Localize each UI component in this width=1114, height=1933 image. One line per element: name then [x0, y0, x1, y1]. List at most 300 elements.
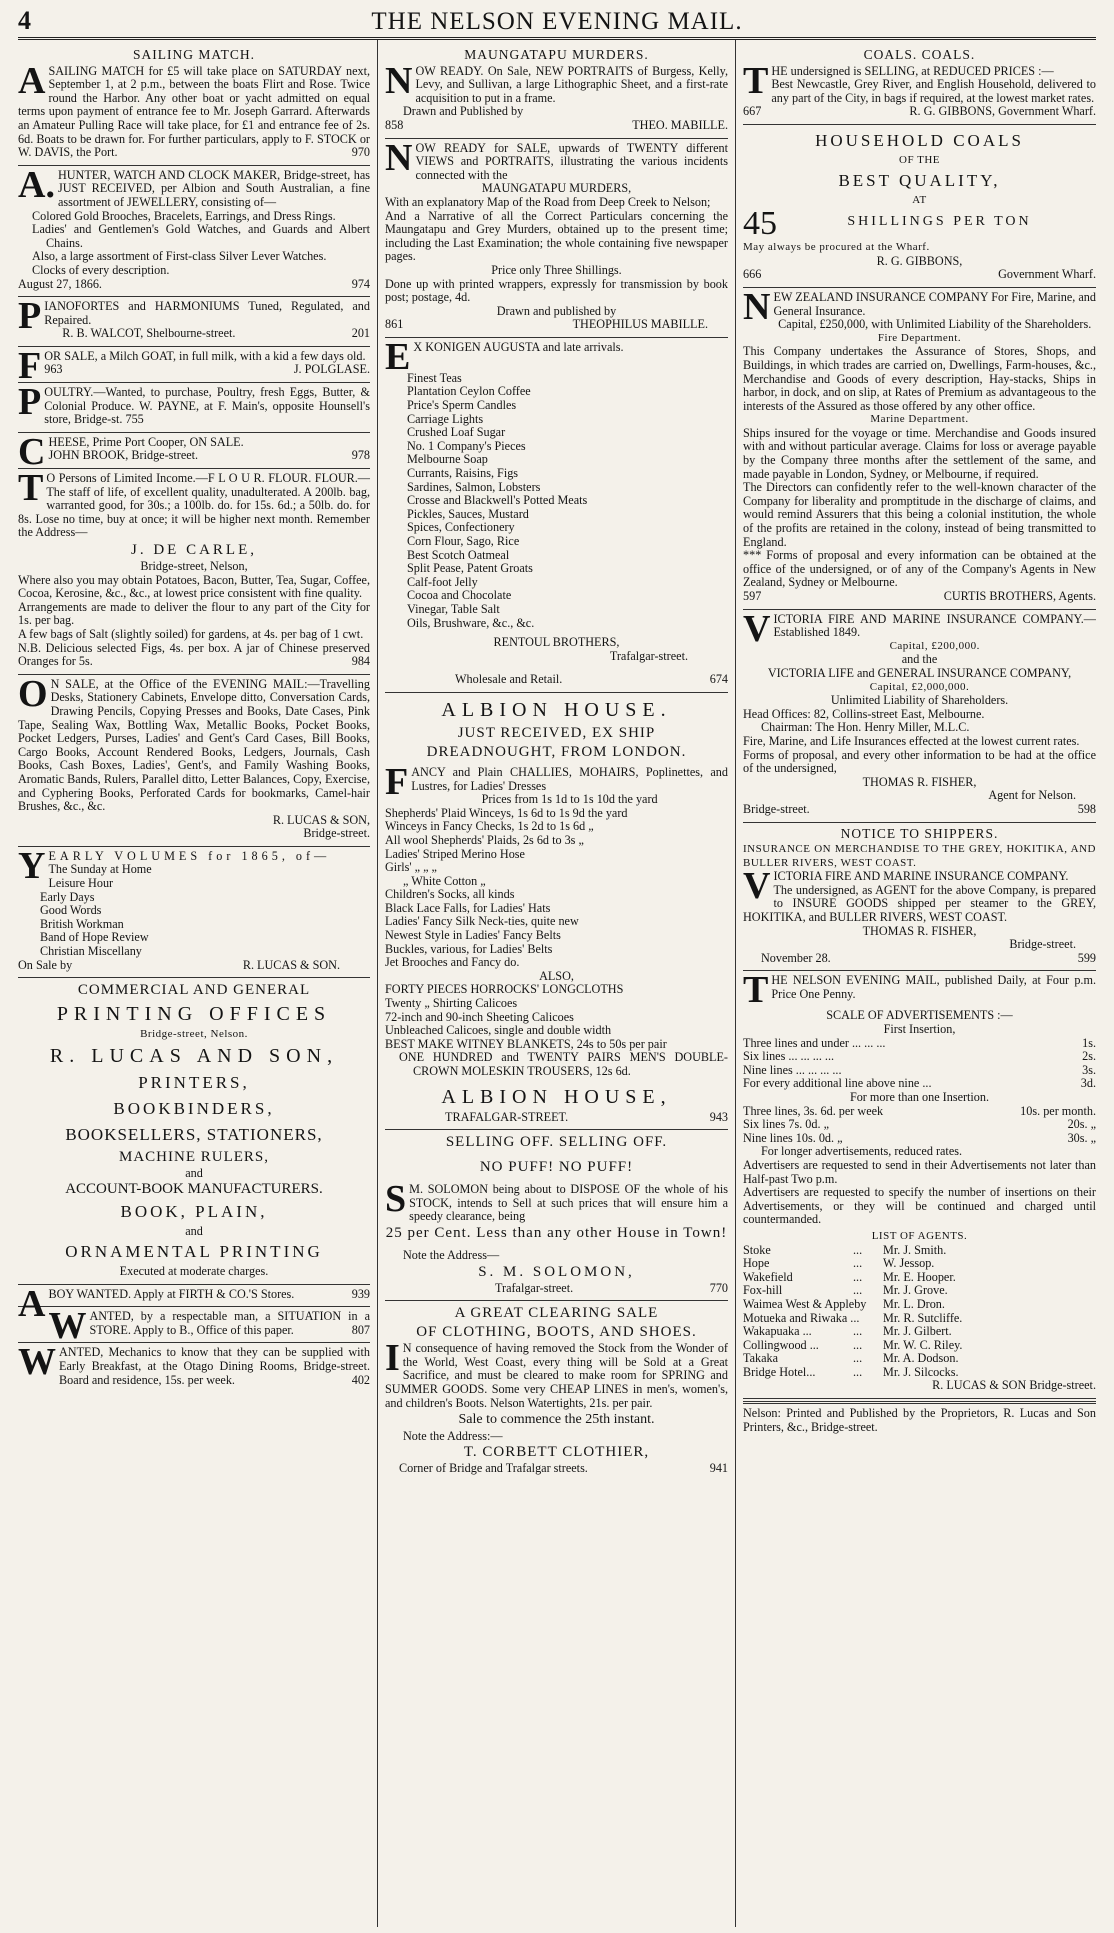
ad-address: Trafalgar-street.	[609, 648, 688, 663]
ad-title: OF CLOTHING, BOOTS, AND SHOES.	[416, 1324, 697, 1341]
list-item: Calf-foot Jelly	[407, 574, 478, 589]
ad-number: 598	[1077, 801, 1096, 816]
ad-mechanics-wanted	[18, 1343, 370, 1392]
agent-name: Mr. J. Gilbert.	[883, 1324, 952, 1339]
ad-poultry	[18, 383, 370, 433]
ad-footer-title: ALBION HOUSE,	[441, 1085, 672, 1108]
drop-cap: N	[385, 59, 413, 102]
ad-number: 970	[351, 145, 370, 160]
rate-label: Nine lines 10s. 0d. „	[743, 1130, 843, 1145]
ad-number: 858	[385, 117, 404, 132]
drop-cap: F	[18, 344, 42, 387]
ad-body: OW READY. On Sale, NEW PORTRAITS of Burgess, Kelly, Levy, and Sullivan, a large Lithographic Sheet, and a first-rate acquisition to put in a frame.	[415, 63, 728, 105]
ad-signature: R. G. GIBBONS, Government Wharf.	[909, 104, 1096, 119]
list-item: Finest Teas	[407, 370, 462, 385]
list-item: Band of Hope Review	[40, 930, 149, 945]
list-item: Crosse and Blackwell's Potted Meats	[407, 493, 588, 508]
list-item: Winceys in Fancy Checks, 1s 2d to 1s 6d „	[385, 819, 594, 834]
ad-household-coals	[743, 125, 1096, 288]
agent-place: Wakapuaka ...	[743, 1324, 812, 1339]
ad-address: TRAFALGAR-STREET.	[445, 1109, 569, 1124]
ad-paragraph: Advertisers are requested to specify the number of insertions on their Advertisements, or they will be continued and charged until countermanded.	[743, 1185, 1096, 1227]
list-item: Split Pease, Patent Groats	[407, 561, 533, 576]
drop-cap: I	[385, 1337, 400, 1380]
merchant-name: T. CORBETT CLOTHIER,	[463, 1444, 650, 1461]
ad-title: A GREAT CLEARING SALE	[454, 1305, 659, 1322]
drop-cap: P	[18, 295, 42, 338]
list-item	[743, 1352, 1096, 1366]
ad-signature: CURTIS BROTHERS, Agents.	[943, 589, 1096, 603]
ad-body: EW ZEALAND INSURANCE COMPANY For Fire, Marine, and General Insurance.	[773, 289, 1096, 318]
rate-value: 1s.	[1082, 1035, 1096, 1050]
drop-cap: C	[18, 430, 46, 473]
agent-dots: ...	[853, 1351, 863, 1366]
ad-number: 861	[385, 317, 404, 332]
ad-body: ANTED, Mechanics to know that they can be supplied with Early Breakfast, at the Otago Dining Rooms, Bridge-street. Board and residence, 15s. per week.	[59, 1345, 370, 1387]
ad-title: SAILING MATCH.	[133, 47, 255, 62]
table-row	[743, 1077, 1096, 1091]
rate-label: For every additional line above nine ...	[743, 1076, 932, 1091]
ad-paragraph: Best Newcastle, Grey River, and English Household, delivered to any part of the City, in bags if required, at the lowest market rates.	[771, 77, 1096, 105]
ad-paragraph: This Company undertakes the Assurance of Stores, Shops, and Buildings, in which trades are carried on, Dwellings, Farm-houses, &c., Merchandise and Goods of every description, Hay-stacks, Ships in harbor, in dock, and on slip, at Rates of Premium as advantageous to the interests of the Assured as those offered by any other office.	[743, 344, 1096, 413]
list-item: Shepherds' Plaid Winceys, 1s 6d to 1s 9d the yard	[385, 805, 628, 820]
ad-signature: THOMAS R. FISHER,	[862, 774, 977, 789]
ad-signature: THEOPHILUS MABILLE.	[572, 317, 708, 332]
ad-subheading: First Insertion,	[883, 1022, 956, 1037]
agent-name: Mr. A. Dodson.	[883, 1351, 959, 1366]
ad-body: ANTED, by a respectable man, a SITUATION in a STORE. Apply to B., Office of this paper.	[89, 1309, 370, 1337]
ad-selling-off	[385, 1130, 728, 1301]
ad-body: OW READY for SALE, upwards of TWENTY different VIEWS and PORTRAITS, illustrating the various incidents connected with the	[415, 140, 728, 182]
ad-body: OULTRY.—Wanted, to purchase, Poultry, fresh Eggs, Butter, & Colonial Produce. W. PAYNE, at F. Main's, opposite Hounsell's store, Bridge-st.	[44, 385, 370, 427]
ad-body: ANCY and Plain CHALLIES, MOHAIRS, Poplinettes, and Lustres, for Ladies' Dresses	[411, 764, 728, 793]
ad-number: 597	[743, 589, 762, 603]
ad-yearly-volumes	[18, 844, 370, 978]
drop-cap: A	[18, 59, 46, 102]
list-item: Good Words	[40, 903, 102, 918]
ad-line: and	[185, 1165, 203, 1180]
agent-name: Mr. J. Silcocks.	[883, 1364, 959, 1379]
ad-number: 674	[709, 672, 728, 687]
list-item: Oils, Brushware, &c., &c.	[407, 615, 535, 630]
drop-cap: T	[743, 59, 769, 102]
ad-paragraph: *** Forms of proposal and every information can be obtained at the office of the undersigned, or of any of the Company's Agents in New Zealand, Sydney or Melbourne.	[743, 548, 1096, 590]
agent-place: Wakefield	[743, 1269, 793, 1284]
ad-address: Government Wharf.	[998, 267, 1096, 282]
ad-number: 807	[351, 1322, 370, 1337]
ad-signature: R. G. GIBBONS,	[876, 253, 963, 268]
imprint-divider	[743, 1401, 1096, 1404]
list-item: Carriage Lights	[407, 411, 484, 426]
rates-table-more	[743, 1105, 1096, 1146]
ad-line: BOOK, PLAIN,	[120, 1202, 268, 1222]
ad-paragraph: Arrangements are made to deliver the flour to any part of the City for 1s. per bag.	[18, 599, 370, 628]
ad-signature: THEO. MABILLE.	[632, 117, 728, 132]
rate-value: 2s.	[1082, 1049, 1096, 1064]
ad-signature: J. POLGLASE.	[293, 362, 370, 377]
ad-body: OR SALE, a Milch GOAT, in full milk, with a kid a few days old.	[44, 348, 366, 363]
agent-name: Mr. J. Grove.	[883, 1283, 948, 1298]
ad-line: MACHINE RULERS,	[118, 1148, 269, 1165]
ad-victoria-insurance	[743, 607, 1096, 823]
list-item: Newest Style in Ladies' Fancy Belts	[385, 928, 561, 943]
list-item: Melbourne Soap	[407, 452, 488, 467]
drop-cap: V	[743, 607, 771, 650]
ad-line: Executed at moderate charges.	[119, 1264, 269, 1278]
ad-text: Agent for Nelson.	[988, 788, 1076, 803]
list-item: Early Days	[40, 889, 95, 904]
agent-place: Waimea West & Appleby	[743, 1296, 867, 1311]
ad-subtitle: JUST RECEIVED, EX SHIP	[457, 724, 656, 741]
ad-number: 666	[743, 267, 762, 282]
list-item: Jet Brooches and Fancy do.	[385, 955, 520, 970]
drop-cap: E	[385, 335, 411, 378]
ad-coals	[743, 44, 1096, 125]
ad-paragraph: A few bags of Salt (slightly soiled) for gardens, at 4s. per bag of 1 cwt.	[18, 626, 364, 641]
ad-number: 599	[1077, 950, 1096, 965]
ad-sailing-match	[18, 44, 370, 166]
ad-paragraph: Advertisers are requested to send in their Advertisements not later than Half-past Two p.m.	[743, 1157, 1096, 1186]
list-item: Also, a large assortment of First-class Silver Lever Watches.	[32, 249, 327, 264]
ad-situation-wanted	[18, 1305, 370, 1348]
list-item: Spices, Confectionery	[407, 520, 515, 535]
list-item	[743, 1298, 1096, 1312]
agent-name: Mr. R. Sutcliffe.	[883, 1310, 963, 1325]
agent-name: W. Jessop.	[883, 1256, 935, 1271]
ad-address: Bridge-street.	[1009, 937, 1076, 952]
ad-heading: VICTORIA LIFE and GENERAL INSURANCE COMPANY,	[767, 665, 1072, 680]
ad-hunter-watchmaker	[18, 163, 370, 297]
list-item: Ladies' and Gentlemen's Gold Watches, and Guards and Albert Chains.	[32, 222, 370, 250]
ad-paragraph: N.B. Delicious selected Figs, 4s. per box. A jar of Chinese preserved Oranges for 5s.	[18, 640, 370, 669]
ad-stationery	[18, 672, 370, 847]
agent-place: Stoke	[743, 1242, 771, 1257]
agent-place: Takaka	[743, 1351, 779, 1366]
list-item: 72-inch and 90-inch Sheeting Calicoes	[385, 1009, 574, 1024]
ad-text: FORTY PIECES HORROCKS' LONGCLOTHS	[385, 982, 624, 997]
list-item: Christian Miscellany	[40, 944, 142, 959]
ad-date: August 27, 1866.	[18, 276, 102, 291]
ad-body: SAILING MATCH for £5 will take place on SATURDAY next, September 1, at 2 p.m., between the boats Flirt and Rose. Twice round the Harbor. Any other boat or yacht admitted on equal terms upon payment of entrance fee to Mr. Joseph Garrard. Afterwards an Amateur Pulling Race will take place, for £1 and entrance fee of 2s. 6d. Boats to be drawn for. For further particulars, apply to F. STOCK or W. DAVIS, the Port.	[18, 63, 370, 160]
ad-text: Drawn and Published by	[403, 104, 524, 119]
ad-title: SELLING OFF. SELLING OFF.	[445, 1134, 668, 1151]
ad-text: Chairman: The Hon. Henry Miller, M.L.C.	[761, 720, 970, 735]
ad-subheading: Fire Department.	[877, 331, 962, 344]
agent-place: Hope	[743, 1256, 770, 1271]
merchant-name: S. M. SOLOMON,	[478, 1263, 635, 1280]
list-item: Children's Socks, all kinds	[385, 887, 515, 902]
drop-cap: A.	[18, 163, 55, 206]
ad-number: 974	[351, 276, 370, 291]
ad-number: 667	[743, 104, 762, 119]
ad-paragraph: The Directors can confidently refer to the well-known character of the Company for liberality and promptitude in the discharge of claims, and would remind Assurers that this being a colonial institution, the whole of the profits are retained in the colony, instead of being transmitted to England.	[743, 480, 1096, 549]
ad-konigen-augusta	[385, 335, 728, 693]
ad-subheading: For more than one Insertion.	[849, 1090, 990, 1104]
list-item	[743, 1339, 1096, 1353]
ad-signature: THOMAS R. FISHER,	[862, 923, 977, 938]
ad-heading: MAUNGATAPU MURDERS,	[481, 181, 632, 196]
list-item: Leisure Hour	[48, 876, 114, 891]
ad-line: AT	[912, 193, 927, 206]
list-item	[743, 1244, 1096, 1258]
ad-number: 943	[709, 1109, 728, 1124]
ad-flour	[18, 469, 370, 675]
imprint: Nelson: Printed and Published by the Proprietors, R. Lucas and Son Printers, &c., Bridge-street.	[743, 1406, 1096, 1434]
list-item: „ White Cotton „	[403, 873, 486, 888]
rate-label: Three lines, 3s. 6d. per week	[743, 1103, 884, 1118]
ad-capital: Capital, £250,000, with Unlimited Liability of the Shareholders.	[778, 317, 1092, 332]
ad-line: May always be procured at the Wharf.	[743, 241, 930, 254]
list-item: Corn Flour, Sago, Rice	[407, 534, 520, 548]
ad-number: 939	[351, 1286, 370, 1301]
list-item	[743, 1284, 1096, 1298]
list-item: British Workman	[40, 916, 124, 931]
list-item: Colored Gold Brooches, Bracelets, Earrings, and Dress Rings.	[32, 208, 336, 223]
ad-text: and the	[901, 652, 938, 667]
table-row	[743, 1105, 1096, 1119]
drop-cap: F	[385, 760, 409, 803]
ad-number: 201	[351, 326, 370, 341]
list-item: The Sunday at Home	[48, 862, 152, 877]
ad-paragraph: Done up with printed wrappers, expressly for transmission by book post; postage, 4d.	[385, 276, 728, 305]
ad-clearing-sale	[385, 1301, 728, 1481]
ad-line: BOOKSELLERS, STATIONERS,	[65, 1124, 323, 1144]
list-item: Clocks of every description.	[32, 262, 170, 277]
drop-cap: T	[18, 467, 44, 510]
ad-text: Note the Address:—	[403, 1428, 503, 1443]
ad-body: ICTORIA FIRE AND MARINE INSURANCE COMPANY.	[773, 869, 1069, 884]
ad-body: EARLY VOLUMES for 1865, of—	[48, 848, 331, 863]
list-item	[743, 1325, 1096, 1339]
ad-highlight: Sale to commence the 25th instant.	[458, 1412, 655, 1428]
list-item	[743, 1257, 1096, 1271]
ad-body: N consequence of having removed the Stock from the Wonder of the World, West Coast, every thing will be Sold at a Great Sacrifice, and must be cleared to make room for SPRING and SUMMER GOODS. Some very CHEAP LINES in men's, women's, and children's Boots. Nelson Watertights, 21s. per pair.	[385, 1341, 728, 1410]
agent-place: Bridge Hotel...	[743, 1364, 816, 1379]
table-row	[743, 1037, 1096, 1051]
ad-body: HE NELSON EVENING MAIL, published Daily, at Four p.m. Price One Penny.	[771, 973, 1096, 1002]
agent-dots: ...	[853, 1269, 863, 1284]
ad-text: Note the Address—	[403, 1247, 500, 1262]
ad-price: Price only Three Shillings.	[491, 262, 622, 277]
agent-name: Mr. J. Smith.	[883, 1242, 947, 1257]
ad-paragraph: The undersigned, as AGENT for the above Company, is prepared to INSURE GOODS shipped per steamer to the GREY, HOKITIKA, and BULLER RIVERS, WEST COAST.	[743, 882, 1096, 925]
ad-line: R. LUCAS AND SON,	[49, 1044, 339, 1067]
ad-maungatapu-views	[385, 136, 728, 338]
rate-label: Six lines ... ... ... ...	[743, 1049, 835, 1064]
list-item: Vinegar, Table Salt	[407, 601, 500, 616]
ad-signature: R. LUCAS & SON Bridge-street.	[932, 1378, 1096, 1393]
page-number: 4	[18, 6, 31, 35]
ad-text: For longer advertisements, reduced rates.	[761, 1144, 963, 1159]
list-item: Plantation Ceylon Coffee	[407, 384, 531, 399]
drop-cap: T	[743, 969, 769, 1012]
ad-paragraph: Fire, Marine, and Life Insurances effected at the lowest current rates.	[743, 733, 1080, 748]
ad-goat	[18, 344, 370, 387]
ad-title: NOTICE TO SHIPPERS.	[840, 825, 999, 841]
drop-cap: N	[743, 285, 771, 328]
agent-name: Mr. L. Dron.	[883, 1296, 945, 1311]
ad-line: PRINTERS,	[138, 1072, 250, 1092]
ad-body: ICTORIA FIRE AND MARINE INSURANCE COMPANY.—Established 1849.	[773, 611, 1096, 640]
merchant-name: J. DE CARLE,	[131, 542, 257, 558]
ad-body: HE undersigned is SELLING, at REDUCED PRICES :—	[771, 63, 1054, 78]
ad-text: On Sale by	[18, 957, 73, 972]
rate-value: 20s. „	[1067, 1117, 1096, 1132]
agent-place: Motueka and Riwaka ...	[743, 1310, 860, 1325]
drop-cap: P	[18, 381, 42, 424]
ad-body: HUNTER, WATCH AND CLOCK MAKER, Bridge-street, has JUST RECEIVED, per Albion and South Australian, a fine assortment of JEWELLERY, consisting of—	[57, 167, 370, 209]
ad-title: COALS. COALS.	[863, 47, 976, 62]
ad-number: 978	[351, 448, 370, 463]
ad-body: O Persons of Limited Income.—F L O U R. FLOUR. FLOUR.—The staff of life, of excellent quality, unadulterated. A 200lb. bag, warranted good, for 30s.; a 100lb. do. for 15s. 6d.; a 50lb. do. for 8s. Lose no time, buy at once; it will be higher next month. Remember the Address—	[18, 471, 370, 540]
rate-label: Three lines and under ... ... ...	[743, 1035, 886, 1050]
ad-notice-to-shippers	[743, 823, 1096, 972]
rate-value: 3s.	[1082, 1062, 1096, 1077]
ad-text: Unlimited Liability of Shareholders.	[830, 693, 1009, 708]
list-item	[743, 1366, 1096, 1380]
ad-body: BOY WANTED. Apply at FIRTH & CO.'S Stores.	[48, 1286, 295, 1301]
ad-title: MAUNGATAPU MURDERS.	[464, 47, 649, 62]
ad-title: ALBION HOUSE.	[441, 698, 672, 721]
rate-value: 3d.	[1080, 1076, 1096, 1091]
ad-maungatapu-portraits	[385, 44, 728, 139]
list-item: Ladies' Striped Merino Hose	[385, 846, 525, 861]
rate-value: 10s. per month.	[1020, 1103, 1096, 1118]
ad-number: 755	[125, 412, 144, 427]
list-item: Cocoa and Chocolate	[407, 588, 512, 603]
ad-text: ALSO,	[539, 968, 574, 983]
merchant-address: Trafalgar-street.	[495, 1280, 574, 1295]
ad-address: Bridge-street.	[303, 826, 370, 841]
list-item: ONE HUNDRED and TWENTY PAIRS MEN'S DOUBLE-CROWN MOLESKIN TROUSERS, 12s 6d.	[399, 1050, 728, 1078]
ad-number: 402	[351, 1372, 370, 1387]
agents-list	[743, 1244, 1096, 1380]
ad-line: ORNAMENTAL PRINTING	[65, 1242, 323, 1261]
ad-number: 984	[351, 654, 370, 669]
ad-number: 941	[709, 1461, 728, 1476]
list-item: Prices from 1s 1d to 1s 10d the yard	[481, 792, 658, 807]
ad-body: N SALE, at the Office of the EVENING MAIL:—Travelling Desks, Stationery Cabinets, Envelope ditto, Conversation Cards, Drawing Pencils, Copying Presses and Books, Date Cases, Pink Tape, Sealing Wax, Bottling Wax, Metallic Books, Pocket Books, Pocket Ledgers, Purses, Ladies' and Gent's Card Cases, Bill Books, Cargo Books, Account Rendered Books, Ledgers, Journals, Cash Books, Cash Boxes, Ladies', Gent's, and Family Washing Books, Aromatic Bands, Rulers, Parallel ditto, Letter Balances, Copy, Exercise, and Cyphering Books, Perforated Cards for bookmarks, Camel-hair Brushes, &c., &c.	[18, 676, 370, 814]
list-item: Buckles, various, for Ladies' Belts	[385, 941, 553, 956]
ad-subtitle: INSURANCE ON MERCHANDISE TO THE GREY, HOKITIKA, AND BULLER RIVERS, WEST COAST.	[743, 843, 1096, 869]
column-2	[378, 40, 736, 1927]
list-item: Twenty „ Shirting Calicoes	[385, 996, 518, 1011]
masthead	[18, 0, 1096, 40]
table-row	[743, 1064, 1096, 1078]
ad-paragraph: And a Narrative of all the Correct Particulars concerning the Maungatapu and Grey Murders, obtained up to the present time; including the Last Examination; the whole containing five newspaper pages.	[385, 208, 728, 264]
list-item: All wool Shepherds' Plaids, 2s 6d to 3s „	[385, 832, 584, 847]
ad-subheading: Marine Department.	[870, 413, 969, 426]
rate-label: Nine lines ... ... ... ...	[743, 1062, 842, 1077]
newspaper-title: THE NELSON EVENING MAIL.	[371, 8, 743, 35]
price-figure: 45	[743, 207, 777, 242]
list-item: Best Scotch Oatmeal	[407, 547, 510, 562]
list-item: Black Lace Falls, for Ladies' Hats	[385, 900, 551, 915]
column-3	[736, 40, 1096, 1927]
agent-dots: ...	[853, 1283, 863, 1298]
list-item: Currants, Raisins, Figs	[407, 466, 519, 481]
ad-signature: R. B. WALCOT, Shelbourne-street.	[62, 326, 236, 341]
agent-dots: ...	[853, 1256, 863, 1271]
drop-cap: S	[385, 1178, 407, 1221]
drop-cap: V	[743, 865, 771, 908]
table-row	[743, 1050, 1096, 1064]
ad-signature: R. LUCAS & SON.	[242, 957, 340, 972]
ad-body: IANOFORTES and HARMONIUMS Tuned, Regulated, and Repaired.	[44, 299, 370, 327]
list-item	[743, 1312, 1096, 1326]
ad-number: 770	[709, 1280, 728, 1295]
list-item: Pickles, Sauces, Mustard	[407, 506, 529, 521]
ad-signature: R. LUCAS & SON,	[272, 812, 370, 827]
ad-subtitle: DREADNOUGHT, FROM LONDON.	[426, 743, 687, 760]
ad-nz-insurance	[743, 285, 1096, 610]
drop-cap: Y	[18, 844, 46, 887]
ad-signature: RENTOUL BROTHERS,	[493, 635, 620, 650]
ad-title: BEST QUALITY,	[838, 170, 1001, 190]
ad-highlight: 25 per Cent. Less than any other House in Town!	[385, 1224, 728, 1241]
list-item: Crushed Loaf Sugar	[407, 425, 506, 440]
ad-paragraph: Forms of proposal, and every other information to be had at the office of the undersigned,	[743, 747, 1096, 776]
ad-paragraph: Where also you may obtain Potatoes, Bacon, Butter, Tea, Sugar, Coffee, Cocoa, Kerosine, &c., &c., at lowest price consistent with fine quality.	[18, 572, 370, 601]
merchant-address: Bridge-street, Nelson,	[140, 559, 248, 573]
agent-name: Mr. E. Hooper.	[883, 1269, 956, 1284]
list-item: No. 1 Company's Pieces	[407, 438, 526, 453]
drop-cap: N	[385, 136, 413, 179]
ad-text: Wholesale and Retail.	[455, 672, 563, 687]
list-item: Unbleached Calicoes, single and double width	[385, 1023, 612, 1038]
agent-dots: ...	[853, 1242, 863, 1257]
ad-evening-mail	[743, 971, 1096, 1399]
ad-albion-house	[385, 693, 728, 1130]
ad-paragraph: Ships insured for the voyage or time. Merchandise and Goods insured with and without particular average. Claims for loss or average payable by the Company three months after the settlement of the same, and made payable in London, Sydney, or Melbourne, if required.	[743, 425, 1096, 481]
ad-body: M. SOLOMON being about to DISPOSE OF the whole of his STOCK, intends to Sell at such prices that will ensure him a speedy clearance, being	[409, 1182, 728, 1224]
list-item: Ladies' Fancy Silk Neck-ties, quite new	[385, 914, 579, 929]
ad-heading: SCALE OF ADVERTISEMENTS :—	[826, 1008, 1013, 1023]
ad-address: Bridge-street.	[743, 801, 810, 816]
agent-dots: ...	[853, 1364, 863, 1379]
ad-printing-offices	[18, 978, 370, 1284]
rate-label: Six lines 7s. 0d. „	[743, 1117, 829, 1132]
drop-cap: W	[18, 1341, 56, 1384]
ad-text: Head Offices: 82, Collins-street East, Melbourne.	[743, 706, 985, 721]
ad-pianofortes	[18, 297, 370, 347]
table-row	[743, 1118, 1096, 1132]
ad-number: 963	[44, 362, 63, 377]
list-item: Girls' „ „ „	[385, 860, 437, 875]
ad-line: SHILLINGS PER TON	[847, 214, 1032, 230]
ad-line: PRINTING OFFICES	[56, 1003, 332, 1026]
table-row	[743, 1132, 1096, 1146]
agent-place: Collingwood ...	[743, 1337, 819, 1352]
ad-capital: Capital, £2,000,000.	[869, 680, 970, 693]
ad-line: OF THE	[899, 153, 940, 166]
ad-line: COMMERCIAL AND GENERAL	[77, 982, 311, 999]
ad-cheese	[18, 430, 370, 473]
ad-line: and	[185, 1224, 203, 1239]
agent-name: Mr. W. C. Riley.	[883, 1337, 963, 1352]
drop-cap: W	[48, 1305, 87, 1348]
ad-date: November 28.	[761, 950, 831, 965]
ad-signature: JOHN BROOK, Bridge-street.	[48, 448, 199, 463]
agent-dots: ...	[853, 1324, 863, 1339]
ad-line: ACCOUNT-BOOK MANUFACTURERS.	[65, 1181, 323, 1198]
ad-body: X KONIGEN AUGUSTA and late arrivals.	[413, 339, 624, 354]
agent-place: Fox-hill	[743, 1283, 783, 1298]
ad-heading: LIST OF AGENTS.	[871, 1229, 968, 1242]
column-1	[18, 40, 378, 1927]
list-item	[743, 1271, 1096, 1285]
ad-text: Drawn and published by	[496, 303, 617, 318]
